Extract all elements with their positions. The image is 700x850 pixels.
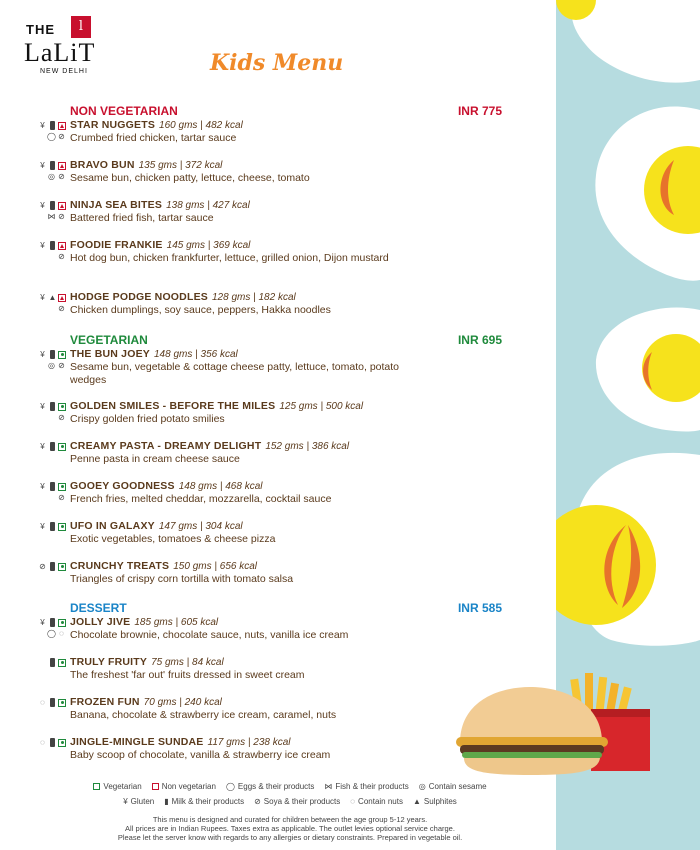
item-name: GOLDEN SMILES - BEFORE THE MILES [70, 400, 276, 412]
egg-icon: ◯ [47, 629, 56, 638]
item-header [70, 656, 224, 668]
nonveg-icon [58, 122, 66, 130]
allergen-icons [28, 617, 66, 641]
milk-icon [50, 618, 55, 627]
item-weight-calories: 145 gms | 369 kcal [166, 240, 251, 251]
milk-icon [50, 698, 55, 707]
milk-icon [50, 161, 55, 170]
legend-sulphites: ▲ Sulphites [412, 797, 457, 806]
legend-milk: ▮ Milk & their products [164, 797, 245, 806]
gluten-icon: ¥ [40, 522, 45, 531]
item-header [70, 440, 349, 452]
soya-icon: ⊘ [58, 493, 65, 502]
sulphites-icon: ▲ [48, 293, 57, 302]
item-weight-calories: 150 gms | 656 kcal [173, 561, 258, 572]
allergen-icons [28, 561, 66, 585]
item-name: THE BUN JOEY [70, 348, 150, 360]
sesame-icon: ◎ [48, 172, 55, 181]
allergen-icons [28, 737, 66, 761]
item-name: STAR NUGGETS [70, 119, 156, 131]
legend-soya: ⊘ Soya & their products [254, 797, 341, 806]
milk-icon [50, 562, 55, 571]
milk-icon [50, 522, 55, 531]
milk-icon [50, 738, 55, 747]
nonveg-icon [58, 202, 66, 210]
item-header [70, 616, 218, 628]
veg-icon [58, 699, 66, 707]
sesame-icon: ◎ [48, 361, 55, 370]
item-header [70, 239, 250, 251]
item-header [70, 119, 243, 131]
egg-icon: ◯ [47, 132, 56, 141]
item-weight-calories: 75 gms | 84 kcal [151, 657, 224, 668]
soya-icon: ⊘ [58, 172, 65, 181]
item-weight-calories: 138 gms | 427 kcal [166, 200, 250, 211]
item-weight-calories: 125 gms | 500 kcal [279, 401, 364, 412]
gluten-icon: ¥ [40, 350, 45, 359]
veg-icon [93, 783, 100, 790]
nuts-icon: ◌ [40, 698, 45, 707]
milk-icon [50, 241, 55, 250]
item-weight-calories: 70 gms | 240 kcal [143, 697, 222, 708]
item-description: Chicken dumplings, soy sauce, peppers, Hakka noodles [70, 304, 331, 316]
item-header [70, 348, 238, 360]
logo-name: LaLiT [24, 38, 96, 67]
allergen-icons [28, 240, 66, 264]
section-price: INR 775 [457, 104, 502, 118]
item-description: Hot dog bun, chicken frankfurter, lettuce, grilled onion, Dijon mustard [70, 252, 389, 264]
soya-icon: ⊘ [39, 562, 46, 571]
allergen-icons [28, 401, 66, 425]
item-header [70, 480, 262, 492]
legend-nonveg: Non vegetarian [152, 782, 216, 791]
legend-row [40, 797, 540, 806]
item-name: GOOEY GOODNESS [70, 480, 175, 492]
item-weight-calories: 152 gms | 386 kcal [265, 441, 350, 452]
item-header [70, 291, 296, 303]
section-price: INR 695 [457, 333, 502, 347]
item-name: CREAMY PASTA - DREAMY DELIGHT [70, 440, 262, 452]
soya-icon: ⊘ [254, 797, 261, 806]
nuts-icon: ◌ [350, 797, 356, 806]
gluten-icon: ¥ [40, 618, 45, 627]
allergen-icons [28, 292, 66, 316]
item-description: Triangles of crispy corn tortilla with tomato salsa [70, 573, 294, 585]
gluten-icon: ¥ [123, 797, 128, 806]
item-name: JOLLY JIVE [70, 616, 131, 628]
item-weight-calories: 128 gms | 182 kcal [211, 292, 296, 303]
nonveg-icon [58, 162, 66, 170]
nonveg-icon [58, 242, 66, 250]
soya-icon: ⊘ [58, 212, 65, 221]
item-name: CRUNCHY TREATS [70, 560, 170, 572]
veg-icon [58, 443, 66, 451]
nonveg-icon [152, 783, 159, 790]
soya-icon: ⊘ [58, 304, 65, 313]
fish-icon: ⋈ [324, 782, 333, 791]
legend-sesame: ◎ Contain sesame [418, 782, 487, 791]
footnote-line: This menu is designed and curated for children between the age group 5-12 years. [152, 815, 428, 824]
allergen-icons [28, 349, 66, 373]
item-name: UFO IN GALAXY [70, 520, 155, 532]
item-description: Chocolate brownie, chocolate sauce, nuts, vanilla ice cream [70, 629, 349, 641]
gluten-icon: ¥ [40, 482, 45, 491]
milk-icon [50, 121, 55, 130]
lalit-logo [24, 14, 114, 78]
item-weight-calories: 160 gms | 482 kcal [159, 120, 243, 131]
item-name: NINJA SEA BITES [70, 199, 163, 211]
sesame-icon: ◎ [418, 782, 426, 791]
item-weight-calories: 148 gms | 356 kcal [154, 349, 238, 360]
milk-icon [50, 402, 55, 411]
nuts-icon: ◌ [59, 629, 64, 638]
logo-the: THE [26, 22, 55, 37]
soya-icon: ⊘ [58, 413, 65, 422]
soya-icon: ⊘ [58, 132, 65, 141]
allergen-icons [28, 160, 66, 184]
item-name: FROZEN FUN [70, 696, 140, 708]
footnote [40, 815, 540, 842]
gluten-icon: ¥ [40, 241, 45, 250]
allergen-legend [40, 782, 540, 812]
veg-icon [58, 619, 66, 627]
allergen-icons [28, 481, 66, 505]
soya-icon: ⊘ [58, 252, 65, 261]
allergen-icons [28, 441, 66, 465]
item-name: HODGE PODGE NOODLES [70, 291, 208, 303]
milk-icon [50, 658, 55, 667]
sulphites-icon: ▲ [412, 797, 421, 806]
allergen-icons [28, 657, 66, 681]
item-name: JINGLE-MINGLE SUNDAE [70, 736, 204, 748]
burger-fries-illustration [450, 665, 660, 785]
item-description: Sesame bun, chicken patty, lettuce, cheese, tomato [70, 172, 310, 184]
item-description: Penne pasta in cream cheese sauce [70, 453, 240, 465]
item-weight-calories: 148 gms | 468 kcal [178, 481, 263, 492]
item-weight-calories: 135 gms | 372 kcal [138, 160, 223, 171]
item-header [70, 736, 291, 748]
item-header [70, 696, 222, 708]
egg-icon: ◯ [225, 782, 235, 791]
item-header [70, 159, 222, 171]
item-header [70, 560, 257, 572]
legend-fish: ⋈ Fish & their products [324, 782, 409, 791]
allergen-icons [28, 697, 66, 721]
allergen-icons [28, 120, 66, 144]
item-header [70, 199, 250, 211]
allergen-icons [28, 200, 66, 224]
milk-icon [50, 350, 55, 359]
section-label: DESSERT [70, 601, 127, 615]
gluten-icon: ¥ [40, 442, 45, 451]
gluten-icon: ¥ [40, 201, 45, 210]
gluten-icon: ¥ [40, 161, 45, 170]
soya-icon: ⊘ [58, 361, 65, 370]
milk-icon [50, 201, 55, 210]
item-header [70, 400, 363, 412]
milk-icon [50, 442, 55, 451]
item-description: Battered fried fish, tartar sauce [70, 212, 214, 224]
item-description: Crumbed fried chicken, tartar sauce [70, 132, 237, 144]
logo-city: NEW DELHI [40, 68, 88, 75]
veg-icon [58, 739, 66, 747]
item-description: Banana, chocolate & strawberry ice cream, caramel, nuts [70, 709, 337, 721]
item-description: French fries, melted cheddar, mozzarella, cocktail sauce [70, 493, 332, 505]
nuts-icon: ◌ [40, 738, 45, 747]
veg-icon [58, 403, 66, 411]
footnote-line: All prices are in Indian Rupees. Taxes extra as applicable. The outlet levies optional service charge. [125, 824, 455, 833]
item-description: Sesame bun, vegetable & cottage cheese patty, lettuce, tomato, potato wedges [70, 361, 400, 386]
legend-gluten: ¥ Gluten [123, 797, 155, 806]
item-description: Exotic vegetables, tomatoes & cheese pizza [70, 533, 276, 545]
logo-mark: l [71, 16, 91, 38]
section-label: VEGETARIAN [70, 333, 148, 347]
item-description: The freshest 'far out' fruits dressed in sweet cream [70, 669, 305, 681]
milk-icon: ▮ [164, 797, 169, 806]
gluten-icon: ¥ [40, 402, 45, 411]
footnote-line: Please let the server know with regards to any allergies or dietary constraints. Prepared in vegetable oil. [117, 833, 463, 842]
item-weight-calories: 185 gms | 605 kcal [134, 617, 219, 628]
gluten-icon: ¥ [40, 121, 45, 130]
item-weight-calories: 117 gms | 238 kcal [207, 737, 291, 748]
milk-icon [50, 482, 55, 491]
item-header [70, 520, 243, 532]
veg-icon [58, 351, 66, 359]
item-name: BRAVO BUN [70, 159, 135, 171]
item-name: FOODIE FRANKIE [70, 239, 163, 251]
section-label: NON VEGETARIAN [70, 104, 178, 118]
veg-icon [58, 563, 66, 571]
section-price: INR 585 [457, 601, 502, 615]
nonveg-icon [58, 294, 66, 302]
veg-icon [58, 523, 66, 531]
item-weight-calories: 147 gms | 304 kcal [158, 521, 243, 532]
item-name: TRULY FRUITY [70, 656, 148, 668]
item-description: Baby scoop of chocolate, vanilla & strawberry ice cream [70, 749, 331, 761]
fish-icon: ⋈ [47, 212, 56, 221]
legend-nuts: ◌ Contain nuts [350, 797, 403, 806]
item-description: Crispy golden fried potato smilies [70, 413, 225, 425]
legend-veg: Vegetarian [93, 782, 141, 791]
gluten-icon: ¥ [40, 293, 45, 302]
veg-icon [58, 483, 66, 491]
allergen-icons [28, 521, 66, 545]
page-title: Kids Menu [210, 50, 344, 76]
legend-egg: ◯ Eggs & their products [225, 782, 315, 791]
veg-icon [58, 659, 66, 667]
